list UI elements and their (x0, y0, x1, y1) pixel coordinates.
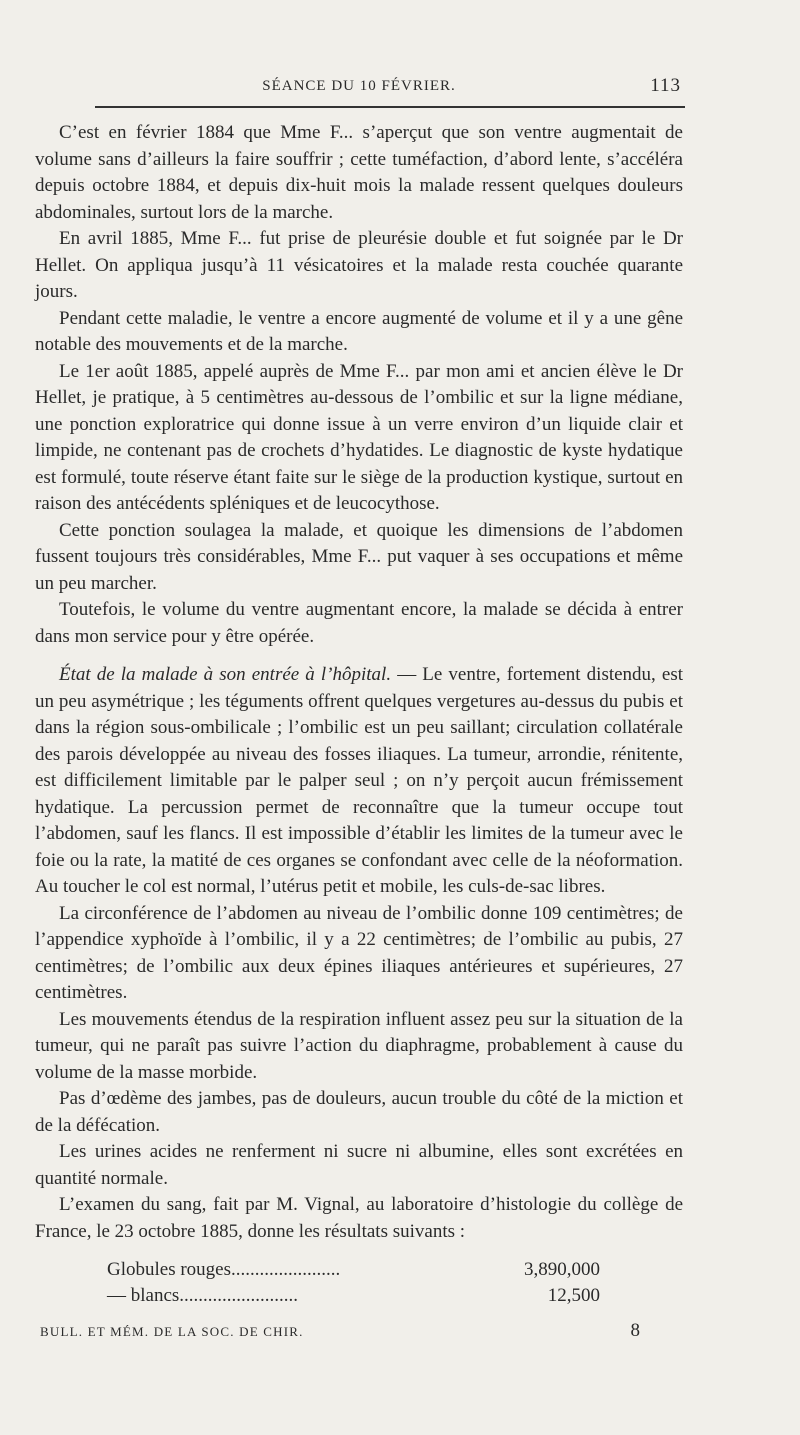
signature-number: 8 (630, 1320, 640, 1341)
table-row (35, 1257, 683, 1283)
blood-results-table (35, 1257, 683, 1309)
signature-text: BULL. ET MÉM. DE LA SOC. DE CHIR. (40, 1324, 304, 1339)
paragraph: Toutefois, le volume du ventre augmentant encore, la malade se décida à entrer dans mon service pour y être opérée. (35, 599, 683, 647)
page (35, 70, 683, 1309)
paragraph: En avril 1885, Mme F... fut prise de pleurésie double et fut soignée par le Dr Hellet. On appliqua jusqu’à 11 vésicatoires et la malade resta couchée quarante jours. (35, 228, 683, 302)
page-header (35, 70, 683, 100)
paragraph: L’examen du sang, fait par M. Vignal, au laboratoire d’histologie du collège de France, le 23 octobre 1885, donne les résultats suivants : (35, 1194, 683, 1242)
header-rule (95, 106, 685, 108)
article-body (35, 120, 683, 1245)
paragraph: Pendant cette maladie, le ventre a encore augmenté de volume et il y a une gêne notable des mouvements et de la marche. (35, 307, 683, 355)
paragraph-text: — Le ventre, fortement distendu, est un peu asymétrique ; les téguments offrent quelques vergetures au-dessus du pubis et dans la région sous-ombilicale ; l’ombilic est un peu saillant; circulation collatérale des parois développée au niveau des fosses iliaques. La tumeur, arrondie, rénitente, est difficilement limitable par le palper seul ; on n’y perçoit aucun frémissement hydatique. La percussion permet de reconnaître que la tumeur occupe tout l’abdomen, sauf les flancs. Il est impossible d’établir les limites de la tumeur avec le foie ou la rate, la matité de ces organes se confondant avec celle de la néoformation. Au toucher le col est normal, l’utérus petit et mobile, les culs-de-sac libres. (35, 664, 683, 897)
table-row (35, 1283, 683, 1309)
page-number: 113 (650, 75, 681, 96)
paragraph-etat (35, 662, 683, 901)
paragraph: Le 1er août 1885, appelé auprès de Mme F... par mon ami et ancien élève le Dr Hellet, je pratique, à 5 centimètres au-dessous de l’ombilic et sur la ligne médiane, une ponction exploratrice qui donne issue à un verre environ d’un liquide clair et limpide, ne contenant pas de crochets d’hydatides. Le diagnostic de kyste hydatique est formulé, toute réserve étant faite sur le siège de la production kystique, surtout en raison des antécédents spléniques et de leucocythose. (35, 360, 683, 514)
section-heading: État de la malade à son entrée à l’hôpital. (59, 664, 392, 685)
paragraph: Pas d’œdème des jambes, pas de douleurs, aucun trouble du côté de la miction et de la défécation. (35, 1088, 683, 1136)
row-label: Globules rouges....................... (107, 1259, 341, 1280)
signature-line (40, 1320, 640, 1341)
paragraph: C’est en février 1884 que Mme F... s’aperçut que son ventre augmentait de volume sans d’ailleurs la faire souffrir ; cette tuméfaction, d’abord lente, s’accéléra depuis octobre 1884, et depuis dix-huit mois la malade ressent quelques douleurs abdominales, surtout lors de la marche. (35, 122, 683, 223)
row-value: 3,890,000 (524, 1259, 600, 1280)
running-title: SÉANCE DU 10 FÉVRIER. (262, 78, 456, 94)
paragraph: Cette ponction soulagea la malade, et quoique les dimensions de l’abdomen fussent toujours très considérables, Mme F... put vaquer à ses occupations et même un peu marcher. (35, 519, 683, 594)
paragraph: Les urines acides ne renferment ni sucre ni albumine, elles sont excrétées en quantité normale. (35, 1141, 683, 1189)
row-label: — blancs......................... (107, 1285, 299, 1306)
row-value: 12,500 (547, 1285, 600, 1306)
paragraph: La circonférence de l’abdomen au niveau de l’ombilic donne 109 centimètres; de l’appendice xyphoïde à l’ombilic, il y a 22 centimètres; de l’ombilic au pubis, 27 centimètres; de l’ombilic aux deux épines iliaques antérieures et supérieures, 27 centimètres. (35, 902, 683, 1003)
paragraph: Les mouvements étendus de la respiration influent assez peu sur la situation de la tumeur, qui ne paraît pas suivre l’action du diaphragme, probablement à cause du volume de la masse morbide. (35, 1008, 683, 1083)
